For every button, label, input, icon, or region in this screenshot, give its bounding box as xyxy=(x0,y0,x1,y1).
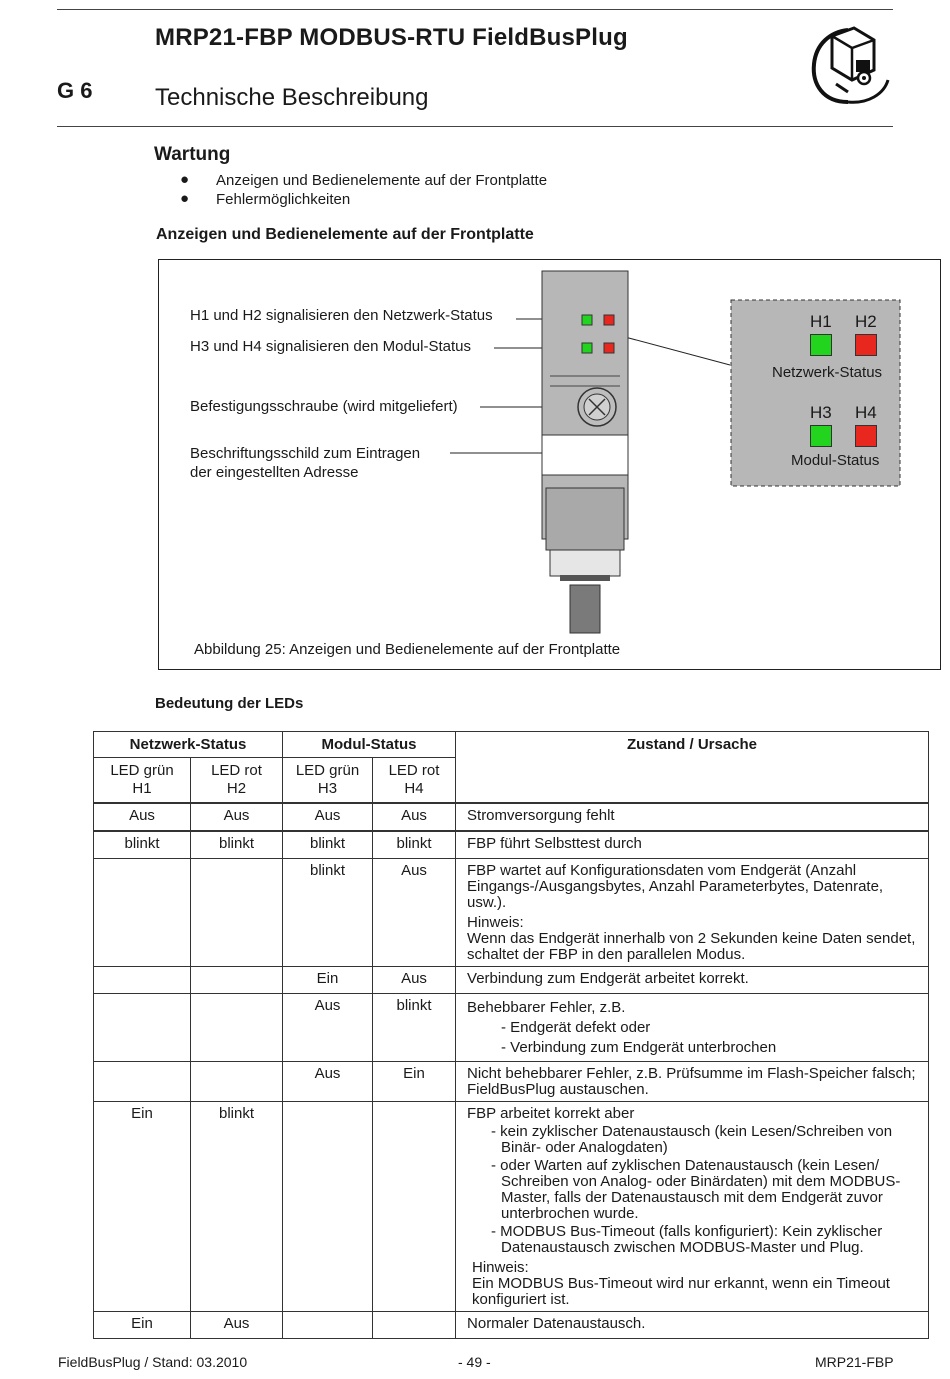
state-sub-item: - oder Warten auf zyklischen Datenaustausch (kein Lesen/ Schreiben von Analog- oder Binärdaten) mit dem MODBUS-Master, falls der Datenaustausch mit dem Endgerät zuvor unterbrochen wurde. xyxy=(491,1157,901,1222)
state-text: FBP arbeitet korrekt aber xyxy=(467,1105,635,1122)
col-h3-line1: LED grün xyxy=(295,762,360,779)
col-h1 xyxy=(94,758,191,804)
cell-h3: blinkt xyxy=(283,831,373,859)
inset-led-h1 xyxy=(810,334,832,356)
col-h2-line2: H2 xyxy=(226,780,247,797)
label-plate-line1: Beschriftungsschild zum Eintragen xyxy=(190,445,421,462)
inset-h3-label: H3 xyxy=(810,403,832,422)
section-name: Technische Beschreibung xyxy=(155,84,429,111)
cell-h1: Aus xyxy=(94,803,191,831)
label-screw: Befestigungsschraube (wird mitgeliefert) xyxy=(190,398,458,415)
inset-led-h4 xyxy=(855,425,877,447)
col-h4-line2: H4 xyxy=(404,780,424,797)
cell-h2 xyxy=(191,1062,283,1102)
led-meaning-table xyxy=(93,731,929,1339)
state-sub-item: - MODBUS Bus-Timeout (falls konfiguriert): Kein zyklischer Datenaustausch zwischen MODBUS-Master und Plug. xyxy=(491,1223,883,1256)
note-title: Hinweis: xyxy=(472,1259,529,1276)
table-row xyxy=(94,831,929,859)
inset-network-label: Netzwerk-Status xyxy=(772,364,883,381)
cell-h1: blinkt xyxy=(94,831,191,859)
inset-module-label: Modul-Status xyxy=(791,452,880,469)
figure-caption: Abbildung 25: Anzeigen und Bedienelemente auf der Frontplatte xyxy=(194,641,621,658)
cell-h3: Aus xyxy=(283,803,373,831)
cell-state xyxy=(456,1102,929,1312)
cell-state: Verbindung zum Endgerät arbeitet korrekt. xyxy=(456,967,929,994)
cell-h2: blinkt xyxy=(191,1102,283,1312)
footer-right: MRP21-FBP xyxy=(815,1354,894,1370)
cell-h3 xyxy=(283,1312,373,1339)
inset-h2-label: H2 xyxy=(855,312,877,331)
figure-heading: Anzeigen und Bedienelemente auf der Frontplatte xyxy=(156,226,534,243)
table-row xyxy=(94,803,929,831)
cell-h3 xyxy=(283,1102,373,1312)
bullet-icon: ● xyxy=(180,190,190,207)
cell-h4 xyxy=(373,1312,456,1339)
cell-h4: Aus xyxy=(373,967,456,994)
cell-h3: Ein xyxy=(283,967,373,994)
state-text: Behebbarer Fehler, z.B. xyxy=(467,999,626,1016)
cell-h2: Aus xyxy=(191,1312,283,1339)
state-sub-item: - Verbindung zum Endgerät unterbrochen xyxy=(501,1039,777,1056)
header-rule xyxy=(57,126,893,127)
table-row xyxy=(94,1062,929,1102)
cell-h2: Aus xyxy=(191,803,283,831)
bullet-text: Fehlermöglichkeiten xyxy=(216,191,351,208)
col-h4 xyxy=(373,758,456,804)
cell-state: Normaler Datenaustausch. xyxy=(456,1312,929,1339)
cell-h2 xyxy=(191,994,283,1062)
fieldbusplug-logo-icon xyxy=(808,22,894,108)
label-plate-line2: der eingestellten Adresse xyxy=(190,464,359,481)
cell-h1 xyxy=(94,994,191,1062)
inset-h4-label: H4 xyxy=(855,403,877,422)
cell-h4 xyxy=(373,1102,456,1312)
cell-state xyxy=(456,994,929,1062)
top-rule xyxy=(57,9,893,10)
col-h4-line1: LED rot xyxy=(388,762,440,779)
cell-h4: Aus xyxy=(373,803,456,831)
cell-h3: Aus xyxy=(283,1062,373,1102)
cell-h4: Aus xyxy=(373,859,456,967)
col-h2 xyxy=(191,758,283,804)
cell-state xyxy=(456,859,929,967)
table-header-row xyxy=(94,732,929,758)
bullet-icon: ● xyxy=(180,171,190,188)
cell-h1: Ein xyxy=(94,1312,191,1339)
table-row xyxy=(94,967,929,994)
state-sub-item: - Endgerät defekt oder xyxy=(501,1019,651,1036)
label-h1-h2: H1 und H2 signalisieren den Netzwerk-Status xyxy=(190,307,493,324)
note-text: Ein MODBUS Bus-Timeout wird nur erkannt, wenn ein Timeout konfiguriert ist. xyxy=(472,1275,890,1308)
label-h3-h4: H3 und H4 signalisieren den Modul-Status xyxy=(190,338,471,355)
cell-h2 xyxy=(191,967,283,994)
note-title: Hinweis: xyxy=(467,914,524,931)
cell-h4: blinkt xyxy=(373,994,456,1062)
col-h3 xyxy=(283,758,373,804)
col-h1-line1: LED grün xyxy=(110,762,174,779)
section-code: G 6 xyxy=(57,78,93,103)
note-text: Wenn das Endgerät innerhalb von 2 Sekunden keine Daten sendet, schaltet der FBP in den parallelen Modus. xyxy=(467,930,916,963)
cell-h1 xyxy=(94,1062,191,1102)
col-h2-line1: LED rot xyxy=(211,762,262,779)
inset-h1-label: H1 xyxy=(810,312,832,331)
table-row xyxy=(94,994,929,1062)
cell-h3: blinkt xyxy=(283,859,373,967)
cell-h1: Ein xyxy=(94,1102,191,1312)
cell-h4: Ein xyxy=(373,1062,456,1102)
cell-state: FBP führt Selbsttest durch xyxy=(456,831,929,859)
footer-left: FieldBusPlug / Stand: 03.2010 xyxy=(58,1354,248,1370)
table-row xyxy=(94,859,929,967)
footer-page-number: - 49 - xyxy=(458,1354,491,1370)
col-module: Modul-Status xyxy=(283,732,456,758)
state-sub-item: - kein zyklischer Datenaustausch (kein Lesen/Schreiben von Binär- oder Analogdaten) xyxy=(491,1123,893,1156)
cell-h2: blinkt xyxy=(191,831,283,859)
col-state-label: Zustand / Ursache xyxy=(626,736,758,753)
wartung-heading: Wartung xyxy=(154,144,231,165)
cell-h1 xyxy=(94,859,191,967)
cell-state: Stromversorgung fehlt xyxy=(456,803,929,831)
cell-h3: Aus xyxy=(283,994,373,1062)
cell-h4: blinkt xyxy=(373,831,456,859)
inset-led-h3 xyxy=(810,425,832,447)
cell-state: Nicht behebbarer Fehler, z.B. Prüfsumme im Flash-Speicher falsch; FieldBusPlug austauschen. xyxy=(456,1062,929,1102)
col-h3-line2: H3 xyxy=(317,780,338,797)
inset-led-h2 xyxy=(855,334,877,356)
table-row xyxy=(94,1102,929,1312)
col-h1-line2: H1 xyxy=(132,780,152,797)
cell-h2 xyxy=(191,859,283,967)
table-row xyxy=(94,1312,929,1339)
document-title: MRP21-FBP MODBUS-RTU FieldBusPlug xyxy=(155,24,628,51)
table-heading: Bedeutung der LEDs xyxy=(155,695,304,712)
col-state xyxy=(456,732,929,804)
col-network: Netzwerk-Status xyxy=(94,732,283,758)
bullet-text: Anzeigen und Bedienelemente auf der Frontplatte xyxy=(216,172,548,189)
state-text: FBP wartet auf Konfigurationsdaten vom Endgerät (Anzahl Eingangs-/Ausgangsbytes, Anzahl Parameterbytes, Datenrate, usw.). xyxy=(467,862,884,911)
cell-h1 xyxy=(94,967,191,994)
